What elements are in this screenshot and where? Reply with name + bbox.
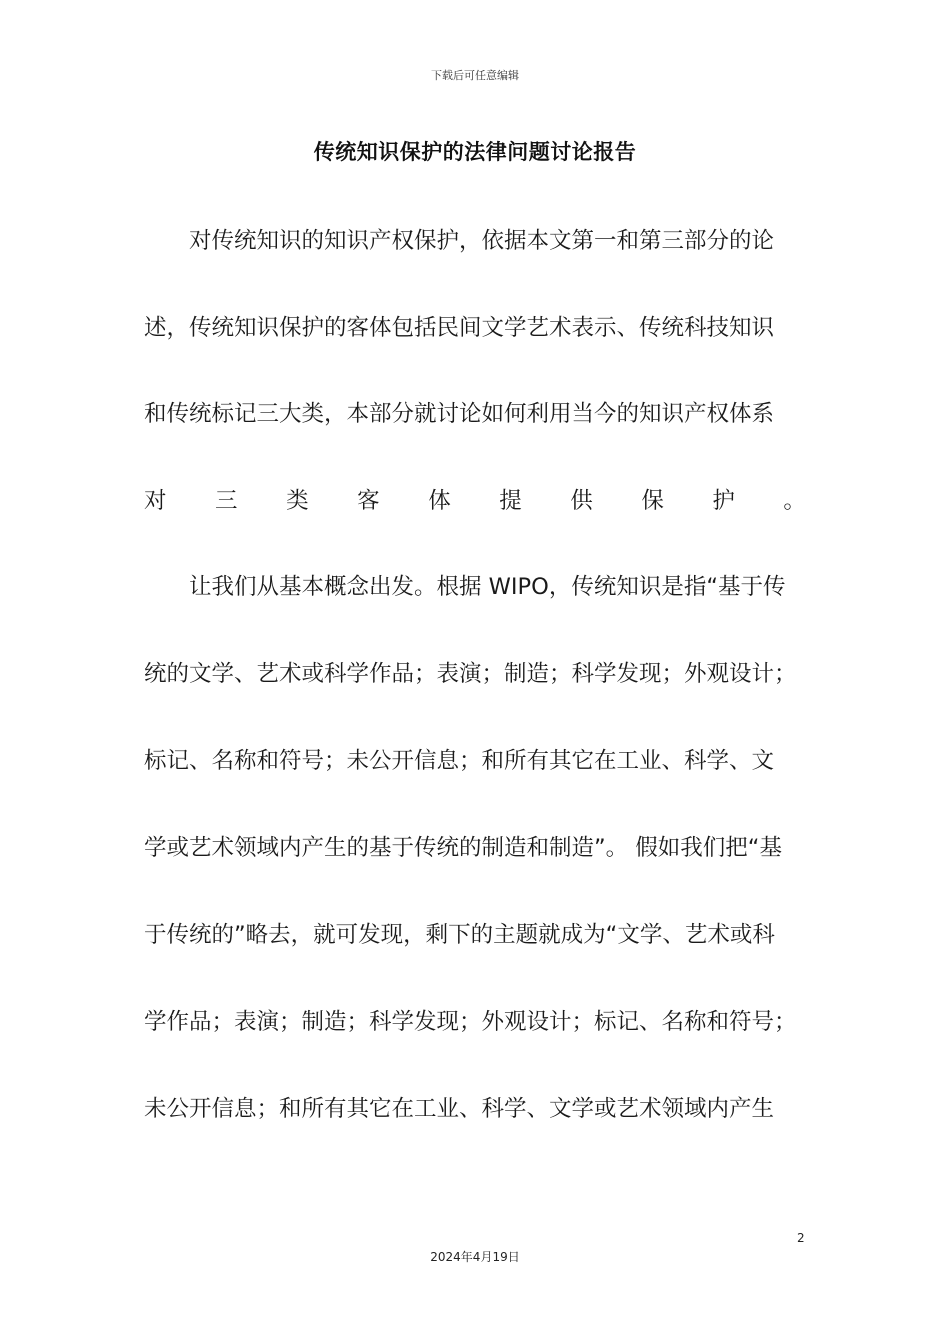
paragraph-line: 述，传统知识保护的客体包括民间文学艺术表示、传统科技知识 [144, 315, 775, 341]
justified-char: 客 [357, 488, 380, 514]
justified-char: 类 [286, 488, 309, 514]
justified-char: 体 [428, 488, 451, 514]
paragraph-line: 学作品；表演；制造；科学发现；外观设计；标记、名称和符号； [144, 1009, 797, 1035]
justified-char: 。 [783, 488, 806, 514]
justified-char: 提 [499, 488, 522, 514]
paragraph-line: 标记、名称和符号；未公开信息；和所有其它在工业、科学、文 [144, 748, 775, 774]
justified-char: 供 [570, 488, 593, 514]
justified-char: 三 [215, 488, 238, 514]
paragraph-line: 学或艺术领域内产生的基于传统的制造和制造”。 假如我们把“基 [144, 835, 782, 861]
header-note: 下载后可任意编辑 [431, 69, 519, 82]
footer-date: 2024年4月19日 [430, 1250, 520, 1264]
paragraph-line: 未公开信息；和所有其它在工业、科学、文学或艺术领域内产生 [144, 1096, 775, 1122]
justified-paragraph-line [144, 490, 806, 513]
justified-char: 保 [641, 488, 664, 514]
paragraph-line: 于传统的”略去，就可发现，剩下的主题就成为“文学、艺术或科 [144, 922, 775, 948]
page-number: 2 [797, 1231, 805, 1245]
paragraph-line: 让我们从基本概念出发。根据 WIPO，传统知识是指“基于传 [189, 574, 786, 600]
document-title: 传统知识保护的法律问题讨论报告 [313, 140, 637, 164]
justified-char: 护 [712, 488, 735, 514]
justified-char: 对 [144, 488, 167, 514]
paragraph-line: 和传统标记三大类，本部分就讨论如何利用当今的知识产权体系 [144, 401, 775, 427]
paragraph-line: 统的文学、艺术或科学作品；表演；制造；科学发现；外观设计； [144, 661, 797, 687]
paragraph-line: 对传统知识的知识产权保护，依据本文第一和第三部分的论 [189, 228, 775, 254]
